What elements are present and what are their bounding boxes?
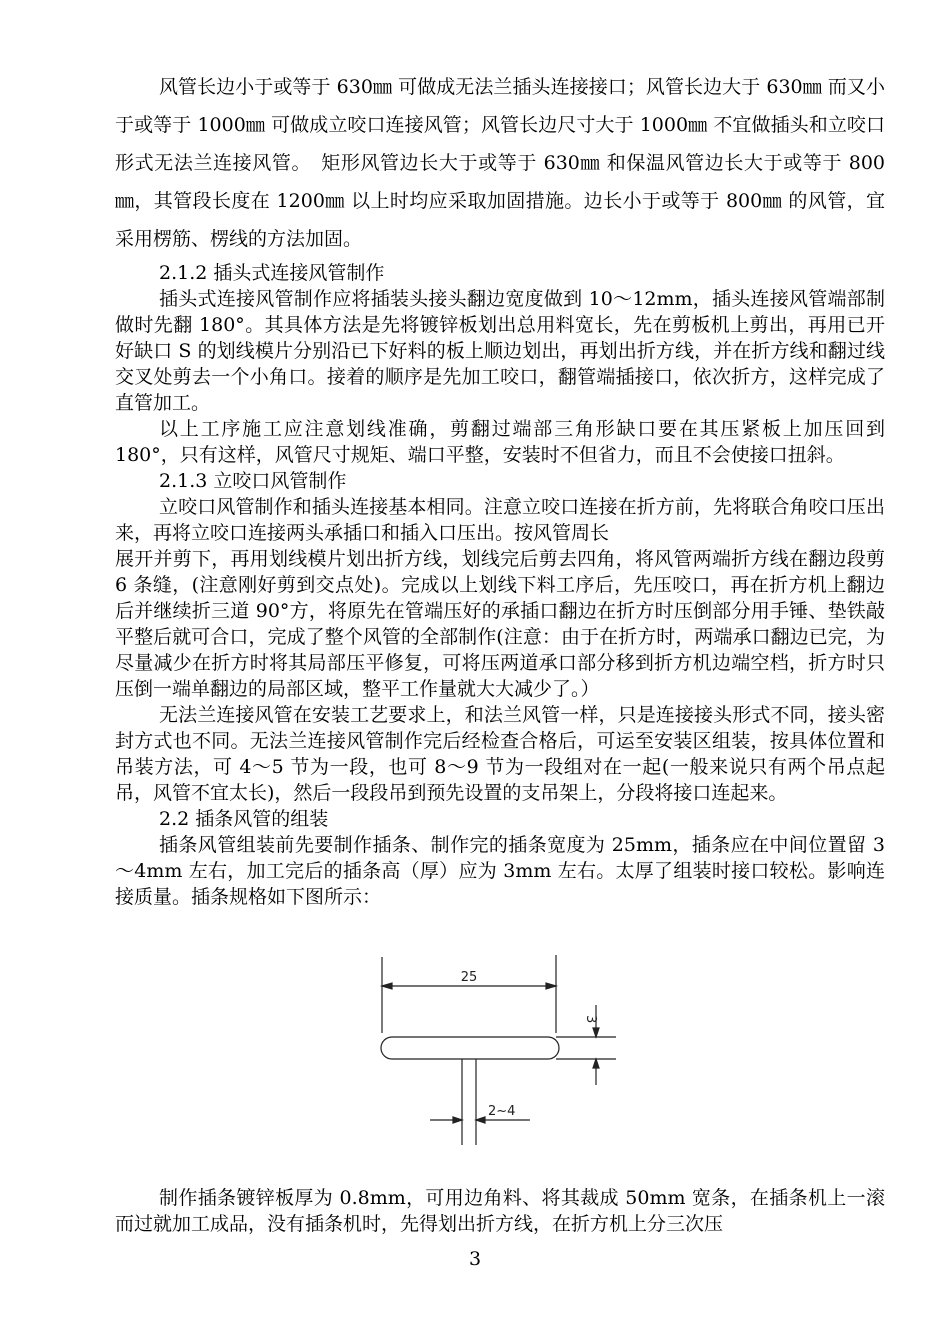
thickness-label: 3 xyxy=(583,1015,598,1024)
paragraph-insert-strip: 插条风管组装前先要制作插条、制作完的插条宽度为 25mm，插条应在中间位置留 3～4mm 左右，加工完后的插条高（厚）应为 3mm 左右。太厚了组装时接口较松。影响连接质量。插条规格如下图所示： xyxy=(115,834,885,908)
width-arrow-left xyxy=(382,983,392,989)
thickness-arrow-top xyxy=(593,1028,599,1037)
page-body xyxy=(115,68,885,910)
heading-2-1-3: 2.1.3 立咬口风管制作 xyxy=(159,470,347,492)
strip-flange xyxy=(381,1037,559,1059)
paragraph-flangeless-install: 无法兰连接风管在安装工艺要求上，和法兰风管一样，只是连接接头形式不同，接头密封方式也不同。无法兰连接风管制作完后经检查合格后，可运至安装区组装，按具体位置和吊装方法，可 4～5 节为一段，也可 8～9 节为一段组对在一起(一般来说只有两个吊点起吊，风管不宜太长)，然后一段段吊到预先设置的支吊架上，分段将接口连起来。 xyxy=(115,704,885,804)
paragraph-process-notes: 以上工序施工应注意划线准确，剪翻过端部三角形缺口要在其压紧板上加压回到 180°，只有这样，风管尺寸规矩、端口平整，安装时不但省力，而且不会使接口扭斜。 xyxy=(115,418,885,466)
insert-strip-diagram xyxy=(370,945,630,1160)
paragraph-plug-joint: 插头式连接风管制作应将插装头接头翻边宽度做到 10～12mm，插头连接风管端部制做时先翻 180°。其具体方法是先将镀锌板划出总用料宽长，先在剪板机上剪出，再用已开好缺口 S 的划线模片分别沿已下好料的板上顺边划出，再划出折方线，并在折方线和翻过线交叉处剪去一个小角口。接着的顺序是先加工咬口，翻管端插接口，依次折方，这样完成了直管加工。 xyxy=(115,288,885,414)
paragraph-strip-fabrication: 制作插条镀锌板厚为 0.8mm，可用边角料、将其裁成 50mm 宽条，在插条机上一滚而过就加工成品，没有插条机时，先得划出折方线，在折方机上分三次压 xyxy=(115,1187,885,1235)
width-arrow-right xyxy=(546,983,556,989)
page-body-bottom xyxy=(115,1185,885,1237)
paragraph-standing-seam-b: 展开并剪下，再用划线模片划出折方线，划线完后剪去四角，将风管两端折方线在翻边段剪 6 条缝，(注意刚好剪到交点处)。完成以上划线下料工序后，先压咬口，再在折方机上翻边后并继续折三道 90°方，将原先在管端压好的承插口翻边在折方时压倒部分用手锤、垫铁敲平整后就可合口，完成了整个风管的全部制作(注意：由于在折方时，两端承口翻边已完，为尽量减少在折方时将其局部压平修复，可将压两道承口部分移到折方机边端空档，折方时只压倒一端单翻边的局部区域，整平工作量就大大减少了。） xyxy=(115,548,885,700)
gap-label: 2~4 xyxy=(488,1104,516,1119)
paragraph-standing-seam-a: 立咬口风管制作和插头连接基本相同。注意立咬口连接在折方前，先将联合角咬口压出来，再将立咬口连接两头承插口和插入口压出。按风管周长 xyxy=(115,496,885,544)
paragraph-duct-edge-rules: 风管长边小于或等于 630㎜ 可做成无法兰插头连接接口；风管长边大于 630㎜ 而又小于或等于 1000㎜ 可做成立咬口连接风管；风管长边尺寸大于 1000㎜ 不宜做插头和立咬口形式无法兰连接风管。 矩形风管边长大于或等于 630㎜ 和保温风管边长大于或等于 800㎜，其管段长度在 1200㎜ 以上时均应采取加固措施。边长小于或等于 800㎜ 的风管，宜采用楞筋、楞线的方法加固。 xyxy=(115,76,885,250)
width-label: 25 xyxy=(460,970,478,985)
heading-2-2: 2.2 插条风管的组装 xyxy=(159,808,329,830)
gap-arrow-right xyxy=(476,1117,485,1123)
heading-2-1-2: 2.1.2 插头式连接风管制作 xyxy=(159,262,385,284)
thickness-arrow-bottom xyxy=(593,1059,599,1068)
page-number: 3 xyxy=(468,1248,482,1270)
gap-arrow-left xyxy=(453,1117,462,1123)
